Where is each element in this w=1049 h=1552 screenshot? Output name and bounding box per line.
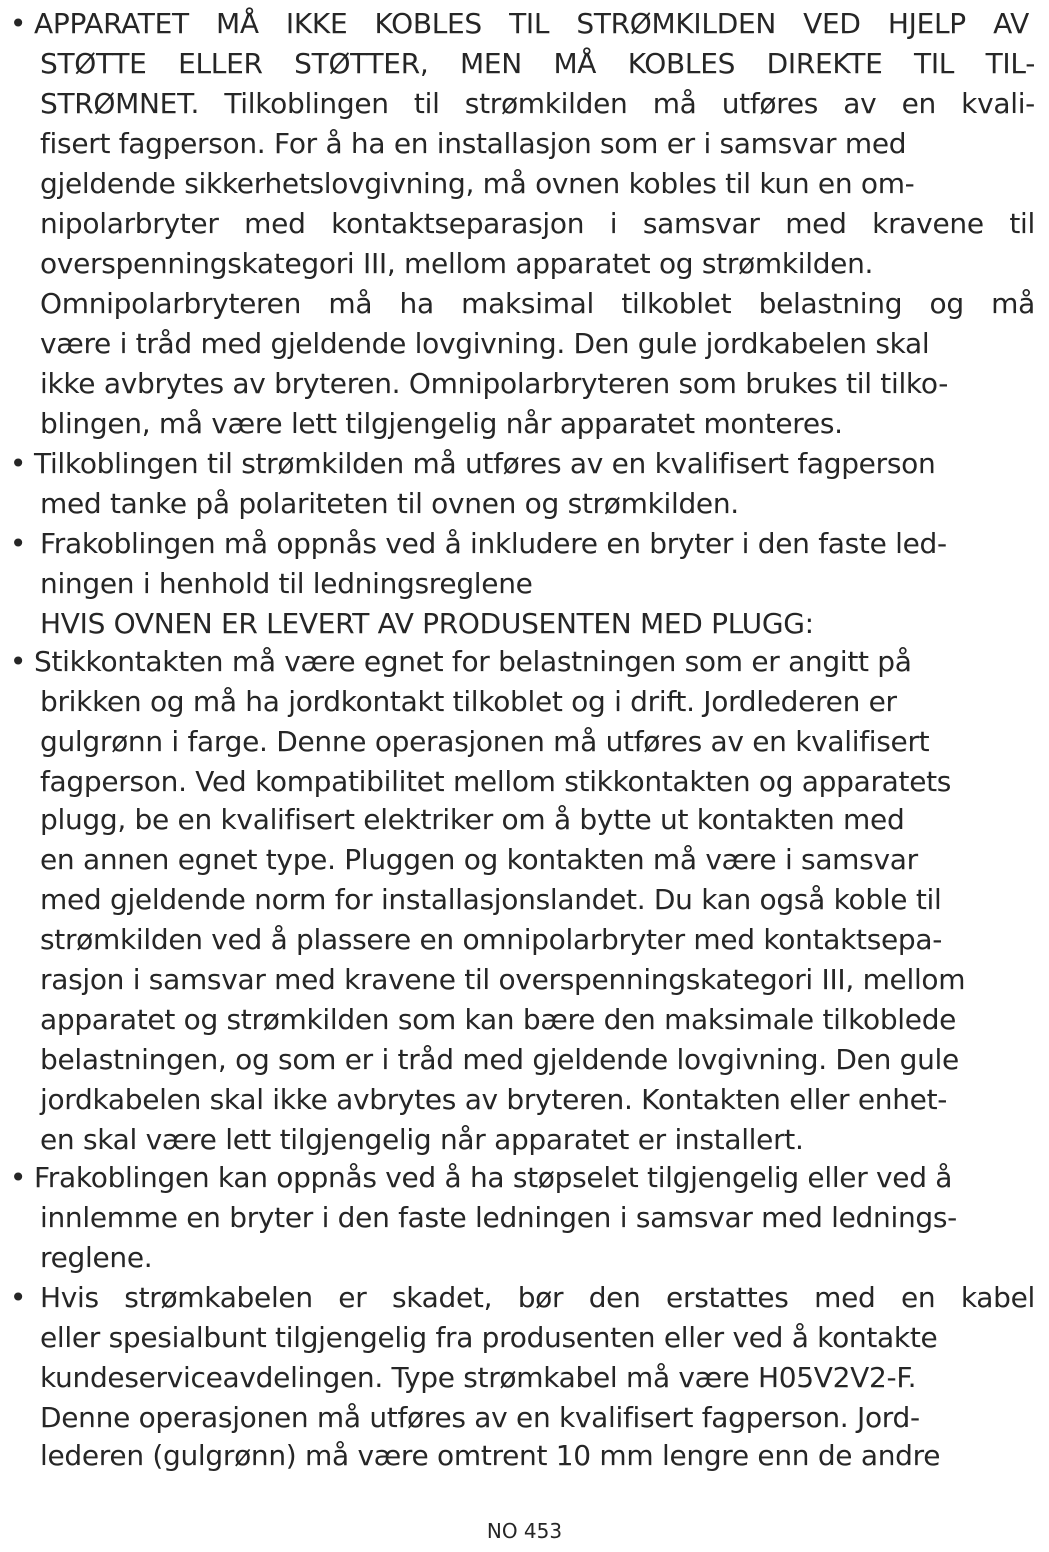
paragraph-line: apparatet og strømkilden som kan bære den maksimale tilkoblede bbox=[40, 1003, 957, 1036]
page-number: NO 453 bbox=[486, 1519, 563, 1543]
bullet-marker: • bbox=[9, 447, 27, 480]
paragraph-line: overspenningskategori III, mellom apparatet og strømkilden. bbox=[40, 247, 874, 280]
paragraph-line: med tanke på polariteten til ovnen og strømkilden. bbox=[40, 487, 739, 520]
paragraph-line: en skal være lett tilgjengelig når apparatet er installert. bbox=[40, 1123, 804, 1156]
paragraph-line: kundeserviceavdelingen. Type strømkabel må være H05V2V2-F. bbox=[40, 1361, 917, 1394]
bullet-marker: • bbox=[9, 1281, 27, 1314]
paragraph-line: blingen, må være lett tilgjengelig når apparatet monteres. bbox=[40, 407, 843, 440]
paragraph-line: lederen (gulgrønn) må være omtrent 10 mm lengre enn de andre bbox=[40, 1439, 941, 1472]
paragraph-line: eller spesialbunt tilgjengelig fra produsenten eller ved å kontakte bbox=[40, 1321, 938, 1354]
section-heading: HVIS OVNEN ER LEVERT AV PRODUSENTEN MED PLUGG: bbox=[40, 607, 814, 640]
paragraph-line: gulgrønn i farge. Denne operasjonen må utføres av en kvalifisert bbox=[40, 725, 930, 758]
paragraph-line: nipolarbryter med kontaktseparasjon i samsvar med kravene til bbox=[40, 207, 1035, 240]
paragraph-line: Hvis strømkabelen er skadet, bør den erstattes med en kabel bbox=[40, 1281, 1035, 1314]
paragraph-line: med gjeldende norm for installasjonslandet. Du kan også koble til bbox=[40, 883, 942, 916]
paragraph-line: Denne operasjonen må utføres av en kvalifisert fagperson. Jord- bbox=[40, 1401, 920, 1434]
paragraph-line: jordkabelen skal ikke avbrytes av bryteren. Kontakten eller enhet- bbox=[40, 1083, 948, 1116]
paragraph-line: brikken og må ha jordkontakt tilkoblet og i drift. Jordlederen er bbox=[40, 685, 897, 718]
paragraph-line: ningen i henhold til ledningsreglene bbox=[40, 567, 533, 600]
paragraph-line: rasjon i samsvar med kravene til overspenningskategori III, mellom bbox=[40, 963, 966, 996]
bullet-marker: • bbox=[9, 527, 27, 560]
paragraph-line: en annen egnet type. Pluggen og kontakten må være i samsvar bbox=[40, 843, 918, 876]
paragraph-line: Stikkontakten må være egnet for belastningen som er angitt på bbox=[34, 645, 912, 678]
paragraph-line: Frakoblingen kan oppnås ved å ha støpselet tilgjengelig eller ved å bbox=[34, 1161, 953, 1194]
paragraph-line: reglene. bbox=[40, 1241, 153, 1274]
paragraph-line: belastningen, og som er i tråd med gjeldende lovgivning. Den gule bbox=[40, 1043, 959, 1076]
paragraph-line: STRØMNET. Tilkoblingen til strømkilden må utføres av en kvali- bbox=[40, 87, 1035, 120]
bullet-marker: • bbox=[9, 7, 27, 40]
paragraph-line: innlemme en bryter i den faste ledningen i samsvar med lednings- bbox=[40, 1201, 957, 1234]
paragraph-line: STØTTE ELLER STØTTER, MEN MÅ KOBLES DIREKTE TIL TIL- bbox=[40, 47, 1035, 80]
bullet-marker: • bbox=[9, 1161, 27, 1194]
paragraph-line: fisert fagperson. For å ha en installasjon som er i samsvar med bbox=[40, 127, 907, 160]
paragraph-line: plugg, be en kvalifisert elektriker om å bytte ut kontakten med bbox=[40, 803, 905, 836]
paragraph-line: strømkilden ved å plassere en omnipolarbryter med kontaktsepa- bbox=[40, 923, 943, 956]
paragraph-line: APPARATET MÅ IKKE KOBLES TIL STRØMKILDEN VED HJELP AV bbox=[34, 7, 1029, 40]
bullet-marker: • bbox=[9, 645, 27, 678]
paragraph-line: Tilkoblingen til strømkilden må utføres av en kvalifisert fagperson bbox=[34, 447, 936, 480]
paragraph-line: fagperson. Ved kompatibilitet mellom stikkontakten og apparatets bbox=[40, 765, 952, 798]
paragraph-line: være i tråd med gjeldende lovgivning. Den gule jordkabelen skal bbox=[40, 327, 930, 360]
paragraph-line: Frakoblingen må oppnås ved å inkludere en bryter i den faste led- bbox=[40, 527, 947, 560]
paragraph-line: gjeldende sikkerhetslovgivning, må ovnen kobles til kun en om- bbox=[40, 167, 915, 200]
paragraph-line: Omnipolarbryteren må ha maksimal tilkoblet belastning og må bbox=[40, 287, 1035, 320]
paragraph-line: ikke avbrytes av bryteren. Omnipolarbryteren som brukes til tilko- bbox=[40, 367, 949, 400]
